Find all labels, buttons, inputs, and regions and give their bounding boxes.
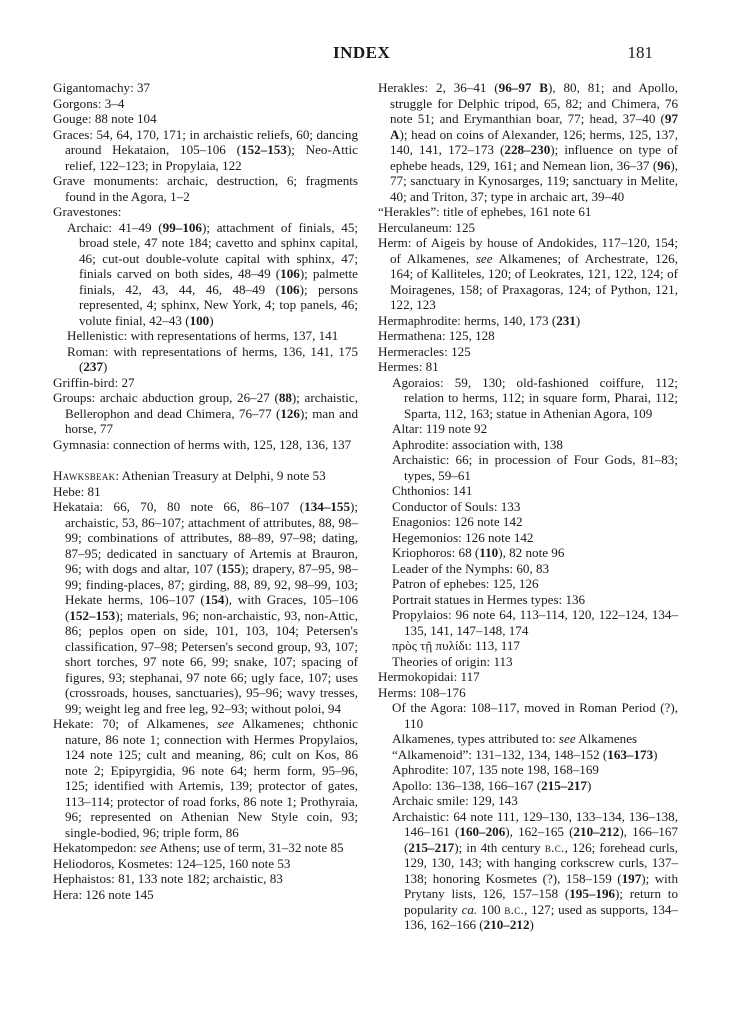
index-entry [53,127,358,174]
index-subentry [378,638,678,654]
figure-reference: 88 [278,390,292,405]
figure-reference: 228–230 [504,142,551,157]
entry-text: Agoraios: 59, 130; old-fashioned coiffure, 112; relation to herms, 112; in square form, Pharai, 112; Sparta, 112, 163; statue in Athenian Agora, 109 [392,374,678,421]
entry-text: see [558,731,576,746]
entry-text: “Alkamenoid”: 131–132, 134, 148–152 ( [392,746,608,762]
index-subentry [378,793,678,809]
index-entry [53,390,358,437]
entry-text: “Herakles”: title of ephebes, 161 note 61 [378,204,592,219]
figure-reference: 210–212 [483,917,530,932]
index-entry [378,80,678,204]
entry-text: Of the Agora: 108–117, moved in Roman Period (?), 110 [392,700,678,731]
entry-text: Gouge: 88 note 104 [53,111,157,126]
figure-reference: 155 [221,561,241,576]
entry-text: Hawksbeak [53,468,116,483]
entry-text: see [217,716,234,731]
entry-text: Apollo: 136–138, 166–167 ( [392,777,542,793]
index-subentry [378,731,678,747]
entry-text: ), with Graces, 105–106 ( [65,592,358,623]
index-entry [53,111,358,127]
entry-text: Hekataia: 66, 70, 80 note 66, 86–107 ( [53,499,305,514]
figure-reference: 215–217 [541,777,587,793]
figure-reference: 126 [280,405,300,421]
entry-text: ); in 4th century [454,839,545,855]
index-entry [53,375,358,391]
entry-text: ); return to popularity [404,886,678,917]
entry-text: Conductor of Souls: 133 [392,498,521,514]
index-subentry [53,220,358,329]
entry-text: Alkamenes, types attributed to: [392,731,559,746]
index-subentry [378,545,678,561]
entry-text: Hellenistic: with representations of herms, 137, 141 [67,328,339,343]
entry-text: Hera: 126 note 145 [53,886,154,902]
figure-reference: 210–212 [573,824,620,839]
entry-text: ) [575,312,581,328]
entry-text: ); with Prytany lists, 126, 157–158 ( [404,870,678,901]
entry-text: Leader of the Nymphs: 60, 83 [392,560,550,576]
index-entry [378,313,678,329]
entry-text: Aphrodite: association with, 138 [392,436,563,452]
entry-text: Aphrodite: 107, 135 note 198, 168–169 [392,762,599,777]
entry-text: Archaic smile: 129, 143 [392,793,518,808]
entry-text: Archaic: 41–49 ( [67,219,163,235]
index-subentry [378,747,678,763]
entry-text: Portrait statues in Hermes types: 136 [392,591,586,607]
index-subentry [378,762,678,778]
index-subentry [378,654,678,670]
entry-text: Hermeracles: 125 [378,343,471,359]
entry-text: Grave monuments: archaic, destruction, 6; fragments found in the Agora, 1–2 [53,173,358,204]
index-subentry [378,561,678,577]
index-subentry [378,375,678,422]
index-subentry [378,607,678,638]
entry-text: see [139,840,157,855]
entry-text: Alkamenes; of Archestrate, 126, 164; of Kalliteles, 120; of Leokrates, 121, 122, 124; of Moiragenes, 158; of Praxagoras, 124; of Python, 121, 122, 123 [390,250,678,312]
entry-text: 100 [477,901,505,917]
index-column-left [53,80,358,902]
index-entry [53,437,358,453]
entry-text: ) [586,777,592,793]
figure-reference: 96–97 B [498,80,548,95]
entry-text: Gravestones: [53,204,122,219]
figure-reference: 96 [657,157,671,173]
index-entry [53,871,358,887]
entry-text: ) [209,312,214,328]
index-entry [378,220,678,236]
figure-reference: 106 [279,281,300,297]
entry-text: Heliodoros, Kosmetes: 124–125, 160 note 53 [53,855,291,871]
entry-text: Archaistic: 64 note 111, 129–130, 133–134, 136–138, 146–161 ( [392,808,678,839]
entry-text: , 127; used as supports, 134–136, 162–166 ( [404,901,679,932]
entry-text: Hephaistos: 81, 133 note 182; archaistic, 83 [53,871,283,886]
entry-text: ); archaistic, Bellerophon and dead Chimera, 76–77 ( [65,390,358,421]
entry-text: Hermaphrodite: herms, 140, 173 ( [378,312,557,328]
entry-text: ); persons represented, 4; sphinx, New York, 4; top panels, 46; volute finial, 42–43 ( [79,281,358,328]
index-subentry [378,576,678,592]
entry-text: ) [529,917,534,932]
figure-reference: 154 [204,592,225,607]
index-subentry [378,778,678,794]
index-column-right [378,80,678,933]
figure-reference: 163–173 [607,746,654,762]
entry-text: ); archaistic, 53, 86–107; attachment of attributes, 88, 98–99; combinations of attributes, 88–89, 97–98; dating, 87–95; dedicated in sanctuary of Artemis at Brauron, 96; with dogs and altar, 107 ( [65,499,358,576]
entry-text: Groups: archaic abduction group, 26–27 ( [53,390,279,405]
entry-text: Herm: of Aigeis by house of Andokides, 117–120, 154; of Alkamenes, [378,235,678,266]
index-entry [378,328,678,344]
index-subentry [378,421,678,437]
entry-text: ); man and horse, 77 [65,405,359,436]
figure-reference: 197 [621,870,642,886]
entry-text: Gigantomachy: 37 [53,80,151,95]
figure-reference: 231 [556,312,576,328]
index-subentry [53,344,358,375]
index-entry [53,96,358,112]
index-subentry [378,483,678,499]
entry-text: ) [103,359,108,374]
entry-text: ), 166–167 ( [404,824,678,855]
entry-text: Hebe: 81 [53,483,101,499]
entry-text: ), 82 note 96 [498,545,565,560]
entry-text: Herculaneum: 125 [378,219,476,235]
figure-reference: 106 [280,266,300,281]
entry-text: b.c. [544,839,565,855]
entry-text: Graces: 54, 64, 170, 171; in archaistic reliefs, 60; dancing around Hekataion, 105–106 ( [53,126,358,157]
index-entry [378,344,678,360]
index-subentry [378,452,678,483]
index-entry [378,359,678,375]
entry-text: Alkamenes [575,731,638,746]
index-subentry [378,530,678,546]
index-entry [53,173,358,204]
entry-text: Hermathena: 125, 128 [378,328,495,343]
entry-text: Kriophoros: 68 ( [392,545,480,560]
figure-reference: 100 [189,312,210,328]
figure-reference: 195–196 [569,886,616,901]
index-entry [53,484,358,500]
index-subentry [378,700,678,731]
index-subentry [378,592,678,608]
entry-text: Theories of origin: 113 [392,653,513,669]
index-subentry [53,328,358,344]
entry-text: ); materials, 96; non-archaistic, 93, non-Attic, 86; peplos open on side, 101, 103, 104; Petersen's classification, 97–98; Petersen's second group, 93, 107; short torches, 97 note 66, 99; snake, 107; spacing of figures, 93; stephanai, 97 note 66; ugly face, 107; uses (crossroads, houses, sanctuaries), 95–96; wavy tresses, 99; weight leg and free leg, 92–93; without poloi, 94 [65,607,358,716]
entry-text: Patron of ephebes: 125, 126 [392,576,539,591]
entry-text: Hermes: 81 [378,359,439,374]
index-entry [53,204,358,220]
entry-text: Hermokopidai: 117 [378,669,480,684]
entry-text: ); attachment of finials, 45; broad stele, 47 note 184; cavetto and sphinx capital, 46; cut-out double-volute capital with sphinx, 47; finials carved on both sides, 48–49 ( [79,219,359,281]
entry-text: ca. [461,901,478,917]
entry-text: Chthonios: 141 [392,483,473,498]
entry-text: Griffin-bird: 27 [53,374,135,390]
entry-text: , 126; forehead curls, 129, 130, 143; with hanging corkscrew curls, 137–138; honoring Kosmetes (?), 158–159 ( [404,839,678,886]
index-entry [53,499,358,716]
figure-reference: 152–153 [241,142,287,157]
entry-text: Herakles: 2, 36–41 ( [378,80,499,95]
entry-text: Alkamenes; chthonic nature, 86 note 1; connection with Hermes Propylaios, 124 note 125; cult and meaning, 86; cult on Kos, 86 note 2; Epipyrgidia, 96 note 64; herm form, 95–96, 125; identified with Artemis, 139; protector of gates, 113–114; protector of road forks, 86 note 1; Prothyraia, 96; represented on Athenian New Style coin, 93; single-bodied, 96; triple form, 86 [65,716,358,840]
running-title: INDEX [333,43,391,62]
entry-text: Athens; use of term, 31–32 note 85 [156,840,344,855]
index-subentry [378,809,678,933]
page-number: 181 [627,43,653,62]
entry-text: πρὸς τῇ πυλίδι: 113, 117 [392,638,520,653]
index-subentry [378,499,678,515]
entry-text: see [475,250,493,266]
entry-text: Archaistic: 66; in procession of Four Gods, 81–83; types, 59–61 [392,452,678,483]
index-entry [378,204,678,220]
figure-reference: 99–106 [162,219,202,235]
figure-reference: 110 [479,545,499,560]
index-entry [378,235,678,313]
entry-text: Roman: with representations of herms, 136, 141, 175 ( [67,343,358,374]
entry-text: b.c. [504,901,525,917]
entry-text: Gorgons: 3–4 [53,95,125,111]
index-entry [53,840,358,856]
entry-text: Hekate: 70; of Alkamenes, [53,716,218,731]
entry-text: ); Neo-Attic relief, 122–123; in Propylaia, 122 [65,142,358,173]
entry-text: Enagonios: 126 note 142 [392,514,523,529]
index-entry [53,887,358,903]
index-entry [53,856,358,872]
index-subentry [378,437,678,453]
entry-text: ); influence on type of ephebe heads, 129, 161; and Nemean lion, 36–37 ( [390,142,678,173]
entry-text: ), 80, 81; and Apollo, struggle for Delphic tripod, 65, 82; and Chimera, 76 note 51; and Erymanthian boar, 77; head, 37–40 ( [390,80,678,126]
figure-reference: 97 A [390,111,678,142]
entry-text: ); head on coins of Alexander, 126; herms, 125, 137, 140, 141, 172–173 ( [390,126,678,157]
entry-text: Propylaios: 96 note 64, 113–114, 120, 122–124, 134–135, 141, 147–148, 174 [392,607,678,638]
index-entry [53,80,358,96]
figure-reference: 215–217 [408,839,455,855]
entry-text: Hekatompedon: [53,840,140,855]
page-header [0,43,731,67]
figure-reference: 152–153 [69,607,116,623]
index-entry [53,468,358,484]
entry-text: ); palmette finials, 42, 43, 44, 46, 48–49 ( [79,266,358,297]
entry-text: : Athenian Treasury at Delphi, 9 note 53 [115,468,326,483]
entry-text: ); drapery, 87–95, 98–99; finding-places, 87; girding, 88, 89, 92, 98–99, 103; Hekate herms, 106–107 ( [65,561,358,607]
figure-reference: 134–155 [304,499,350,514]
index-entry [53,716,358,840]
entry-text: ), 162–165 ( [505,824,574,839]
figure-reference: 237 [83,359,104,374]
index-entry [378,685,678,701]
index-subentry [378,514,678,530]
entry-text: ), 77; sanctuary in Kynosarges, 119; sanctuary in Melite, 40; and Triton, 37; type in archaic art, 39–40 [390,157,678,204]
entry-text: Herms: 108–176 [378,684,466,700]
entry-text: Altar: 119 note 92 [392,421,488,436]
entry-text: ) [653,746,658,762]
entry-text: Hegemonios: 126 note 142 [392,529,534,545]
figure-reference: 160–206 [459,824,506,839]
letter-section-gap [53,452,358,468]
entry-text: Gymnasia: connection of herms with, 125, 128, 136, 137 [53,436,352,452]
index-entry [378,669,678,685]
